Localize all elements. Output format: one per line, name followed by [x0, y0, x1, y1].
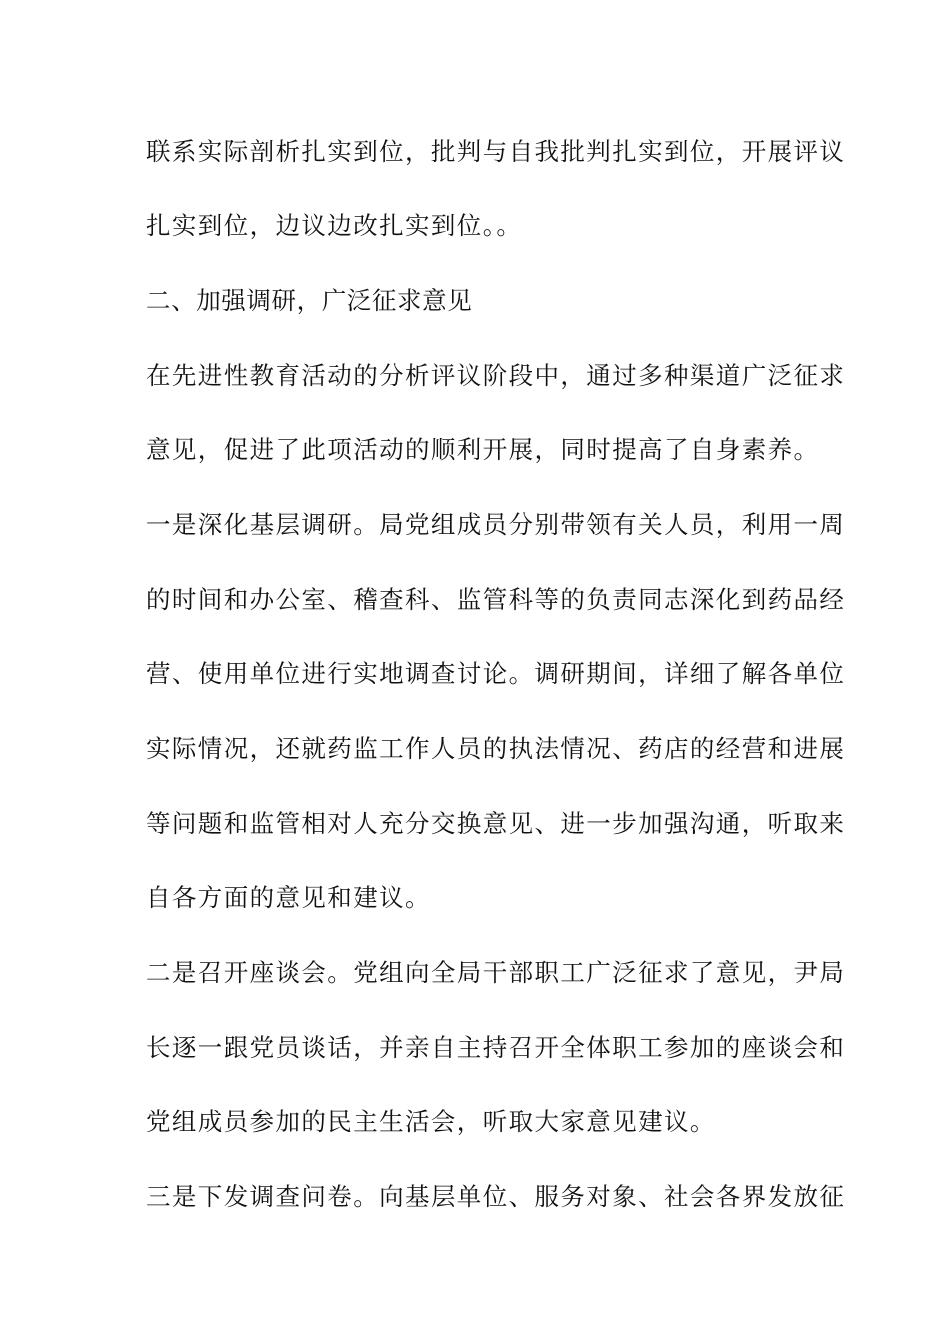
paragraph-line-11: 自各方面的意见和建议。: [146, 883, 431, 912]
paragraph-line-7: 的时间和办公室、稽查科、监管科等的负责同志深化到药品经: [146, 585, 846, 614]
paragraph-line-10: 等问题和监管相对人充分交换意见、进一步加强沟通，听取来: [146, 809, 846, 838]
paragraph-line-6: 一是深化基层调研。局党组成员分别带领有关人员，利用一周: [146, 510, 846, 539]
paragraph-line-13: 长逐一跟党员谈话，并亲自主持召开全体职工参加的座谈会和: [146, 1033, 846, 1062]
paragraph-line-2: 扎实到位，边议边改扎实到位。。: [146, 211, 523, 240]
paragraph-line-8: 营、使用单位进行实地调查讨论。调研期间，详细了解各单位: [146, 659, 846, 688]
paragraph-line-12: 二是召开座谈会。党组向全局干部职工广泛征求了意见，尹局: [146, 958, 846, 987]
paragraph-line-15: 三是下发调查问卷。向基层单位、服务对象、社会各界发放征: [146, 1182, 846, 1211]
section-heading: 二、加强调研，广泛征求意见: [146, 286, 473, 315]
paragraph-line-9: 实际情况，还就药监工作人员的执法情况、药店的经营和进展: [146, 734, 846, 763]
paragraph-line-4: 在先进性教育活动的分析评议阶段中，通过多种渠道广泛征求: [146, 361, 846, 390]
paragraph-line-14: 党组成员参加的民主生活会，听取大家意见建议。: [146, 1107, 716, 1136]
paragraph-line-1: 联系实际剖析扎实到位，批判与自我批判扎实到位，开展评议: [146, 137, 846, 166]
paragraph-line-5: 意见，促进了此项活动的顺利开展，同时提高了自身素养。: [146, 435, 820, 464]
